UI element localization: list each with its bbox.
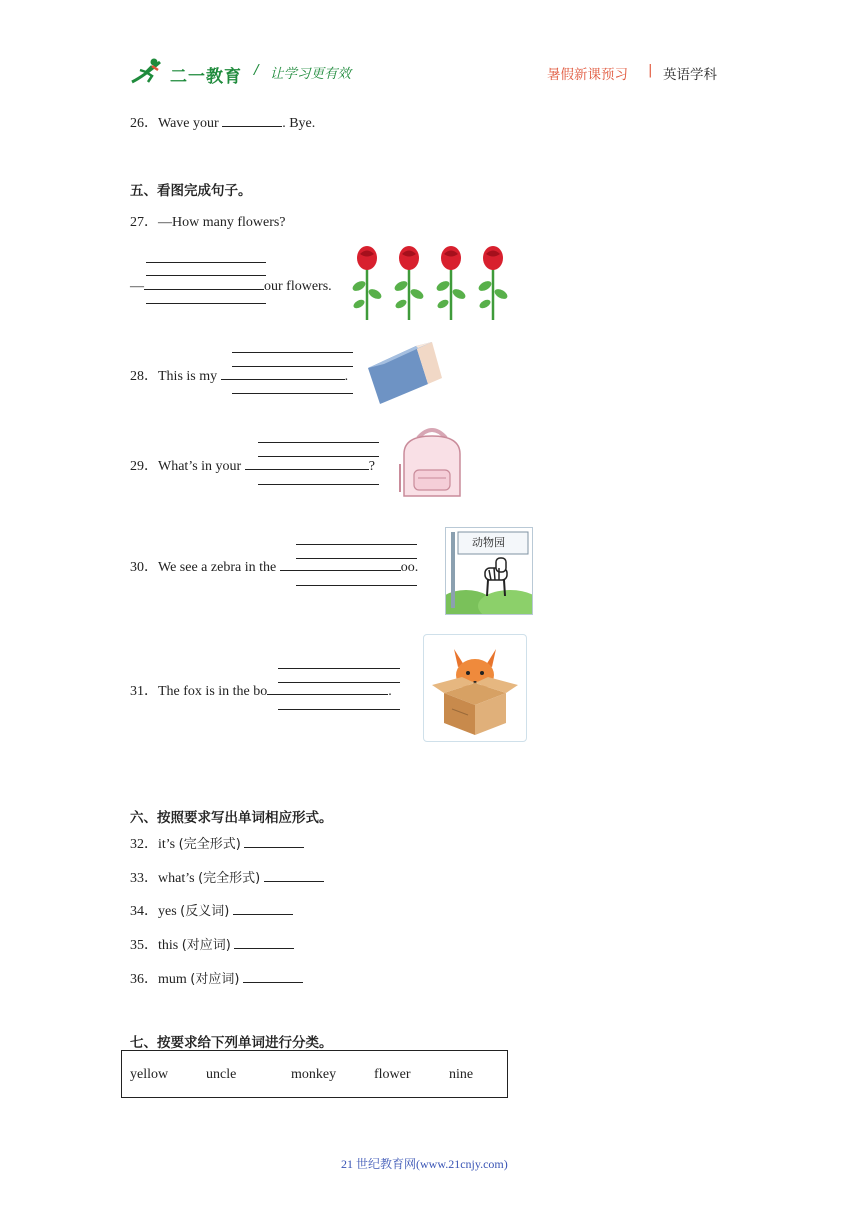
answer-blank[interactable] [233, 902, 293, 915]
writing-line[interactable] [146, 262, 266, 263]
answer-blank[interactable] [243, 970, 303, 983]
rose-icon [435, 246, 467, 320]
question-text: The fox is in the bo [158, 684, 268, 699]
four-roses-image [346, 244, 518, 324]
question-31 [130, 682, 392, 701]
answer-blank[interactable] [144, 277, 264, 290]
rose-icon [477, 246, 509, 320]
header-course-label: 暑假新课预习 [547, 67, 628, 83]
writing-line[interactable] [278, 709, 400, 710]
question-word: mum [158, 972, 187, 987]
answer-tail: oo. [400, 560, 419, 575]
eraser-image [362, 340, 446, 408]
section-7-title: 七、按要求给下列单词进行分类。 [130, 1035, 333, 1051]
question-text-tail: . Bye. [282, 116, 316, 131]
rose-icon [393, 246, 425, 320]
section-6-title: 六、按照要求写出单词相应形式。 [130, 810, 333, 826]
word-bank-item: monkey [291, 1067, 337, 1082]
question-hint: (反义词) [180, 904, 230, 919]
header-subject: 英语学科 [663, 67, 717, 83]
question-30 [130, 558, 418, 577]
question-number: 26． [130, 116, 158, 131]
question-27-prompt [130, 214, 286, 232]
question-number: 36． [130, 972, 158, 987]
answer-blank[interactable] [264, 869, 324, 882]
question-number: 30． [130, 560, 158, 575]
question-word: yes [158, 904, 177, 919]
fox-in-box-image [423, 634, 527, 742]
writing-line[interactable] [258, 484, 379, 485]
question-33 [130, 869, 324, 888]
question-number: 29． [130, 459, 158, 474]
question-hint: (完全形式) [198, 871, 261, 886]
question-word: what’s [158, 871, 195, 886]
question-hint: (对应词) [181, 938, 231, 953]
answer-tail: ? [368, 459, 375, 474]
question-28 [130, 367, 348, 386]
word-bank-item: uncle [206, 1067, 237, 1082]
question-text: What’s in your [158, 459, 245, 474]
fox-box-icon [424, 635, 526, 741]
question-36 [130, 970, 303, 989]
answer-blank[interactable] [245, 457, 369, 470]
question-text: We see a zebra in the [158, 560, 280, 575]
question-34 [130, 902, 293, 921]
word-bank-box [121, 1050, 508, 1098]
writing-line[interactable] [296, 544, 417, 545]
header [0, 50, 860, 90]
question-number: 32． [130, 837, 158, 852]
section-5-title: 五、看图完成句子。 [130, 183, 252, 199]
slogan-slash: / [254, 62, 259, 78]
writing-line[interactable] [296, 585, 417, 586]
rose-icon [351, 246, 383, 320]
question-32 [130, 835, 304, 854]
footer-source: 21 世纪教育网(www.21cnjy.com) [341, 1157, 508, 1171]
logo-text: 二一教育 [170, 67, 242, 87]
question-35 [130, 936, 294, 955]
question-number: 27． [130, 215, 158, 230]
question-number: 35． [130, 938, 158, 953]
question-word: this [158, 938, 179, 953]
word-bank-item: yellow [130, 1067, 169, 1082]
question-27-answer [130, 277, 332, 296]
question-hint: (完全形式) [178, 837, 241, 852]
runner-logo-icon [130, 56, 170, 86]
answer-blank[interactable] [280, 558, 401, 571]
word-bank-item: flower [374, 1067, 411, 1082]
answer-blank[interactable] [267, 682, 388, 695]
question-number: 34． [130, 904, 158, 919]
question-text: Wave your [158, 116, 223, 131]
question-word: it’s [158, 837, 176, 852]
slogan: 让学习更有效 [270, 66, 351, 82]
writing-line[interactable] [258, 442, 379, 443]
answer-blank[interactable] [222, 114, 282, 127]
answer-blank[interactable] [234, 936, 294, 949]
answer-tail: . [344, 369, 349, 384]
question-number: 28． [130, 369, 158, 384]
question-29 [130, 457, 375, 476]
answer-tail: . [388, 684, 392, 699]
writing-line[interactable] [278, 668, 400, 669]
question-26 [130, 114, 315, 133]
question-text: —How many flowers? [158, 215, 286, 230]
schoolbag-image [394, 424, 470, 502]
answer-blank[interactable] [244, 835, 304, 848]
word-bank-item: nine [449, 1067, 474, 1082]
zoo-image [445, 527, 533, 615]
zoo-sign-text: 动物园 [472, 536, 505, 549]
question-text: This is my [158, 369, 221, 384]
answer-blank[interactable] [221, 367, 345, 380]
question-hint: (对应词) [190, 972, 240, 987]
writing-line[interactable] [146, 303, 266, 304]
header-divider: | [648, 62, 653, 78]
answer-tail: our flowers. [264, 279, 332, 294]
question-number: 31． [130, 684, 158, 699]
question-number: 33． [130, 871, 158, 886]
writing-line[interactable] [232, 393, 353, 394]
writing-line[interactable] [146, 275, 266, 276]
answer-dash: — [130, 279, 144, 294]
writing-line[interactable] [232, 352, 353, 353]
